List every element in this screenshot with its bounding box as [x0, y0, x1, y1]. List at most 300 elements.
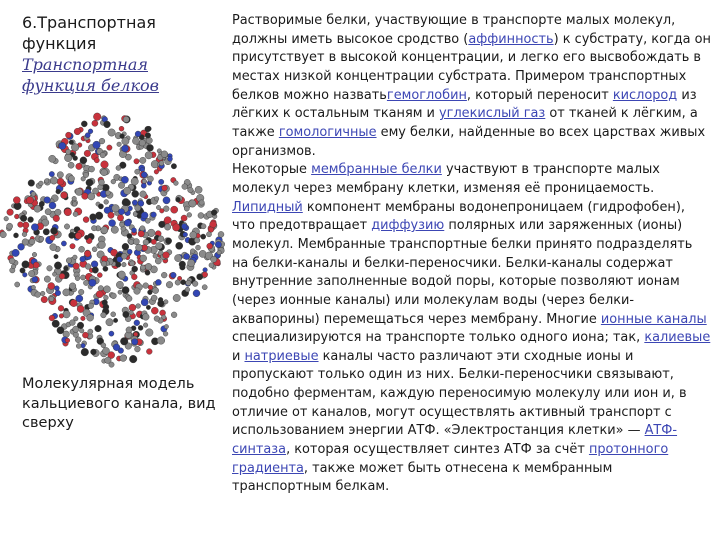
- atom: [69, 140, 74, 145]
- atom: [101, 261, 107, 267]
- atom: [104, 286, 111, 293]
- atom: [103, 347, 110, 354]
- text-run: из лёгких к остальным тканям и: [232, 87, 697, 122]
- atom: [68, 176, 74, 182]
- atom: [104, 200, 109, 205]
- atom: [88, 129, 93, 134]
- atom: [86, 179, 93, 186]
- atom: [101, 169, 108, 176]
- atom: [194, 237, 200, 243]
- atom: [188, 259, 195, 266]
- text-run: ) к субстрату, когда он присутствует в высокой концентрации, и легко его высвобождать в местах низкой концентрации субстрата. Примером транспортных белков можно назвать: [232, 31, 711, 103]
- atom: [148, 285, 153, 290]
- atom: [122, 262, 127, 267]
- atom: [160, 209, 165, 214]
- atom: [52, 320, 59, 327]
- atom: [138, 325, 143, 330]
- atom: [162, 185, 168, 191]
- atom: [166, 281, 173, 288]
- atom: [70, 320, 76, 326]
- atom: [193, 290, 200, 297]
- atom: [151, 295, 157, 301]
- atom: [164, 217, 171, 224]
- atom: [142, 314, 149, 321]
- atom: [132, 266, 138, 272]
- atom: [146, 126, 151, 131]
- atom: [31, 285, 35, 289]
- atom: [101, 343, 106, 348]
- atom: [102, 300, 108, 306]
- atom: [73, 212, 78, 217]
- atom: [61, 192, 68, 199]
- atom: [98, 204, 103, 209]
- atom: [199, 200, 204, 205]
- atom: [166, 238, 172, 244]
- atom: [116, 166, 121, 171]
- atom: [91, 349, 97, 355]
- atom: [187, 213, 192, 218]
- atom: [59, 142, 66, 149]
- atom: [184, 206, 189, 211]
- left-column: [0, 0, 225, 540]
- atom: [173, 224, 180, 231]
- atom: [29, 239, 35, 245]
- atom: [182, 184, 188, 190]
- atom: [146, 137, 152, 143]
- atom: [49, 296, 54, 301]
- atom: [82, 193, 89, 200]
- atom: [145, 263, 152, 270]
- atom: [132, 138, 139, 145]
- atom: [111, 312, 116, 317]
- atom: [28, 180, 35, 187]
- atom: [101, 312, 107, 318]
- atom: [48, 283, 55, 290]
- atom: [158, 236, 164, 242]
- atom: [66, 149, 71, 154]
- atom: [44, 179, 49, 184]
- atom: [123, 116, 129, 122]
- atom: [112, 205, 120, 213]
- paragraph-membrane-proteins: [232, 161, 712, 497]
- atom: [22, 232, 27, 237]
- atom: [126, 296, 132, 302]
- atom: [84, 150, 91, 157]
- atom: [104, 295, 109, 300]
- atom: [132, 200, 137, 205]
- title-link[interactable]: Транспортная функция белков: [22, 55, 159, 95]
- atom: [145, 218, 150, 223]
- atom: [124, 220, 131, 227]
- atom: [217, 250, 221, 254]
- atom: [14, 233, 19, 238]
- atom: [92, 267, 98, 273]
- atom: [163, 252, 170, 259]
- atom: [32, 252, 37, 257]
- atom: [192, 281, 198, 287]
- text-run: компонент мембраны водонепроницаем (гидрофобен), что предотвращает: [232, 199, 685, 234]
- atom: [171, 164, 176, 169]
- atom: [64, 266, 69, 271]
- atom: [20, 215, 27, 222]
- main-text: [232, 12, 712, 497]
- atom: [141, 212, 148, 219]
- atom: [111, 226, 118, 233]
- atom: [174, 181, 179, 186]
- atom: [143, 283, 149, 289]
- atom: [84, 250, 91, 257]
- atom: [39, 201, 44, 206]
- atom: [206, 232, 211, 237]
- atom: [49, 315, 55, 321]
- atom: [11, 264, 16, 269]
- inline-link[interactable]: кислород: [612, 87, 678, 103]
- inline-link[interactable]: гомологичные: [278, 124, 377, 140]
- atom: [132, 339, 138, 345]
- text-run: и: [232, 348, 245, 364]
- atom: [161, 151, 168, 158]
- atom: [92, 120, 98, 126]
- atom: [124, 187, 131, 194]
- atom: [159, 221, 166, 228]
- atom: [119, 222, 124, 227]
- atom: [82, 332, 88, 338]
- atom: [164, 224, 170, 230]
- atom: [136, 244, 143, 251]
- atom: [88, 193, 95, 200]
- atom: [131, 178, 138, 185]
- atom: [105, 190, 110, 195]
- atom: [104, 121, 111, 128]
- atom: [80, 157, 87, 164]
- atom: [54, 286, 59, 291]
- atom: [15, 282, 20, 287]
- atom: [118, 290, 122, 294]
- atom: [130, 261, 135, 266]
- atom: [91, 226, 96, 231]
- atom: [59, 273, 65, 279]
- atom: [215, 241, 221, 247]
- atom: [135, 346, 141, 352]
- atom: [135, 205, 141, 211]
- atom: [113, 344, 120, 351]
- inline-link[interactable]: аффинность: [468, 31, 554, 47]
- atom: [63, 311, 70, 318]
- atom: [122, 243, 129, 250]
- atom: [203, 268, 208, 273]
- atom: [76, 295, 83, 302]
- atom: [23, 222, 29, 228]
- atom: [79, 328, 84, 333]
- atom: [153, 254, 158, 259]
- atom: [53, 215, 60, 222]
- atom: [207, 243, 213, 249]
- atom: [58, 305, 64, 311]
- atom: [188, 187, 194, 193]
- atom: [117, 142, 122, 147]
- atom: [197, 274, 203, 280]
- atom: [4, 216, 9, 221]
- atom: [151, 307, 158, 314]
- atom: [99, 179, 105, 185]
- atom: [202, 285, 207, 290]
- atom: [211, 210, 217, 216]
- atom: [59, 314, 64, 319]
- atom: [218, 231, 224, 237]
- atom: [73, 263, 79, 269]
- atom: [108, 129, 115, 136]
- atom: [103, 266, 108, 271]
- atom: [175, 255, 182, 262]
- atom: [50, 244, 57, 251]
- atom: [95, 325, 102, 332]
- atom: [33, 262, 39, 268]
- atom: [184, 253, 190, 259]
- atom: [76, 344, 81, 349]
- atom: [140, 226, 145, 231]
- atom: [148, 290, 153, 295]
- atom: [153, 287, 159, 293]
- atom: [122, 198, 129, 205]
- atom: [47, 266, 53, 272]
- text-run: от тканей к лёгким, а также: [232, 106, 698, 140]
- atom: [23, 273, 28, 278]
- atom: [13, 197, 20, 204]
- atom: [108, 212, 114, 218]
- atom: [117, 215, 123, 221]
- atom: [7, 223, 13, 229]
- atom: [94, 158, 99, 163]
- atom: [181, 215, 187, 221]
- atom: [66, 132, 72, 138]
- atom: [201, 234, 206, 239]
- atom: [71, 144, 79, 152]
- text-run: , который переносит: [466, 87, 613, 103]
- calcium-channel-molecular-model: [0, 108, 225, 370]
- atom: [185, 287, 190, 292]
- atom: [87, 314, 94, 321]
- atom: [179, 261, 186, 268]
- atom: [171, 206, 178, 213]
- atom: [123, 311, 129, 317]
- atom: [78, 289, 84, 295]
- atom: [145, 133, 151, 139]
- atom: [141, 299, 148, 306]
- atom: [175, 280, 180, 285]
- atom: [195, 186, 202, 193]
- atom: [7, 209, 14, 216]
- atom: [69, 283, 76, 290]
- atom: [34, 205, 41, 212]
- atom: [98, 241, 106, 249]
- inline-link[interactable]: Липидный: [232, 199, 303, 215]
- atom: [145, 270, 150, 275]
- atom: [39, 236, 44, 241]
- atom: [118, 182, 124, 188]
- atom: [72, 202, 77, 207]
- inline-link[interactable]: гемоглобин: [386, 87, 467, 103]
- atom: [39, 181, 44, 186]
- atom: [84, 235, 88, 239]
- inline-link[interactable]: протонного градиента: [232, 442, 669, 476]
- atom: [61, 241, 66, 246]
- atom: [83, 280, 88, 285]
- atom: [120, 134, 125, 139]
- atom: [127, 249, 132, 254]
- atom: [73, 332, 79, 338]
- atom: [74, 128, 81, 135]
- atom: [41, 296, 48, 303]
- atom: [141, 172, 147, 178]
- atom: [143, 323, 148, 328]
- atom: [56, 189, 61, 194]
- atom: [50, 177, 57, 184]
- inline-link[interactable]: натриевые: [244, 348, 319, 364]
- atom: [140, 191, 147, 198]
- atom: [54, 262, 61, 269]
- atom: [159, 161, 164, 166]
- atom: [73, 156, 78, 161]
- atom: [109, 331, 114, 336]
- atom: [45, 209, 51, 215]
- image-caption: Молекулярная модель кальциевого канала, вид сверху: [22, 376, 216, 431]
- inline-link[interactable]: углекислый газ: [439, 106, 546, 122]
- atom: [116, 281, 123, 288]
- atom: [140, 255, 147, 262]
- atom: [176, 242, 183, 249]
- atom: [127, 233, 132, 238]
- atom: [18, 222, 24, 228]
- atom: [40, 291, 45, 296]
- atom: [163, 331, 168, 336]
- atom: [80, 256, 86, 262]
- atom: [101, 227, 108, 234]
- atom: [109, 362, 114, 367]
- atom: [64, 208, 71, 215]
- atom: [76, 163, 82, 169]
- atom: [49, 155, 56, 162]
- atom: [164, 300, 168, 304]
- inline-link[interactable]: АТФ-синтаза: [232, 423, 678, 458]
- inline-link[interactable]: диффузию: [371, 218, 445, 234]
- atom: [164, 324, 168, 328]
- atom: [148, 176, 154, 182]
- atom: [168, 156, 173, 161]
- atom: [55, 209, 61, 215]
- text-run: каналы часто различают эти сходные ионы и пропускают только один из них. Белки-переносчики связывают, подобно ферментам, каждую переносимую молекулу или ион и, в отличие от каналов, могут осуществлять активный транспорт с использованием энергии АТФ. «Электростанция клетки» —: [232, 348, 687, 439]
- atom: [116, 262, 121, 267]
- atom: [22, 261, 29, 268]
- atom: [100, 152, 106, 158]
- text-run: полярных или заряженных (ионы) молекул. Мембранные транспортные белки принято подразделять на белки-каналы и белки-переносчики. Белки-каналы содержат внутренние заполненные водой поры, которые позволяют ионам (через ионные каналы) или молекулам воды (через белки-аквапорины) перемещаться через мембрану. Многие: [232, 218, 693, 327]
- atom: [52, 272, 56, 276]
- atom: [70, 244, 75, 249]
- atom: [32, 277, 38, 283]
- atom: [122, 145, 129, 152]
- atom: [31, 224, 38, 231]
- inline-link[interactable]: ионные каналы: [600, 311, 707, 327]
- atom: [81, 121, 87, 127]
- atom: [136, 304, 141, 309]
- atom: [147, 144, 154, 151]
- atom: [113, 318, 117, 322]
- atom: [83, 172, 88, 177]
- atom: [44, 197, 51, 204]
- atom: [43, 229, 49, 235]
- atom: [81, 316, 86, 321]
- atom: [120, 338, 128, 346]
- atom: [68, 162, 74, 168]
- atom: [96, 291, 103, 298]
- atom: [28, 217, 34, 223]
- text-run: Растворимые белки, участвующие в транспорте малых молекул, должны иметь высокое сродство (: [232, 13, 676, 47]
- atom: [154, 316, 160, 322]
- atom: [129, 239, 134, 244]
- atom: [155, 279, 161, 285]
- atom: [132, 228, 137, 233]
- atom: [0, 231, 6, 237]
- atom: [140, 157, 146, 163]
- atom: [73, 255, 78, 260]
- atom: [75, 233, 82, 240]
- atom: [88, 329, 93, 334]
- atom: [129, 304, 136, 311]
- atom: [139, 140, 145, 146]
- atom: [209, 263, 214, 268]
- text-run: , которая осуществляет синтез АТФ за счёт: [286, 442, 589, 458]
- atom: [134, 320, 140, 326]
- atom: [134, 159, 139, 164]
- atom: [135, 131, 141, 137]
- atom: [75, 276, 80, 281]
- atom: [183, 232, 188, 237]
- atom: [101, 161, 109, 169]
- atom: [142, 179, 146, 183]
- atom: [80, 275, 85, 280]
- atom: [145, 152, 152, 159]
- atom: [134, 288, 141, 295]
- atom: [49, 202, 56, 209]
- atom: [93, 113, 101, 121]
- atom: [154, 170, 159, 175]
- atom: [129, 310, 134, 315]
- atom: [181, 224, 187, 230]
- atom: [93, 141, 101, 149]
- atom: [132, 190, 139, 197]
- atom: [119, 126, 124, 131]
- atom: [22, 239, 29, 246]
- atom: [106, 319, 113, 326]
- atom: [122, 287, 129, 294]
- text-run: , также может быть отнесена к мембранным транспортным белкам.: [232, 460, 613, 495]
- inline-link[interactable]: калиевые: [644, 330, 711, 346]
- atom: [49, 171, 54, 176]
- atom: [135, 169, 140, 174]
- atom: [54, 254, 58, 258]
- atom: [154, 197, 159, 202]
- atom: [126, 327, 132, 333]
- atom: [129, 355, 137, 363]
- atom: [143, 239, 149, 245]
- atom: [55, 290, 61, 296]
- atom: [92, 188, 98, 194]
- title-text: 6.Транспортная функция: [22, 13, 156, 53]
- atom: [9, 258, 15, 264]
- atom: [72, 196, 77, 201]
- slide-title: [22, 12, 222, 96]
- inline-link[interactable]: мембранные белки: [311, 162, 442, 178]
- atom: [138, 231, 144, 237]
